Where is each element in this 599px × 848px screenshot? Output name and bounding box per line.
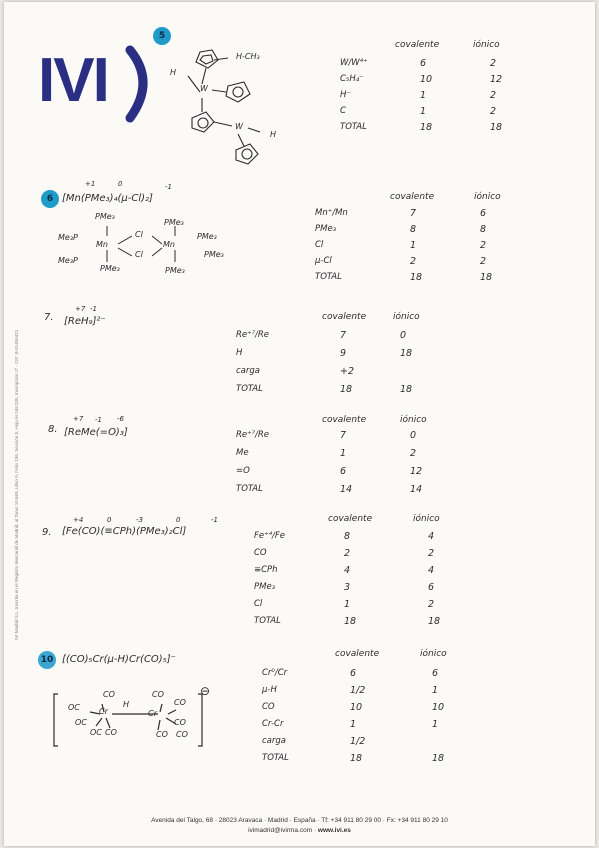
row-covalent: 1 [410,240,417,251]
row-label: TOTAL [254,616,281,626]
footer-contact [0,827,599,834]
row-label: C [340,106,346,116]
formula-8: [ReMe(=O)₃] [64,427,128,438]
row-ionic: 2 [428,548,435,559]
label-pme3: PMe₃ [164,218,184,227]
row-label: Cl [254,599,263,609]
label-cl: Cl [135,250,143,259]
row-ionic: 2 [410,448,417,459]
row-ionic: 8 [480,224,487,235]
ox-mark: 0 [118,180,123,188]
label-me3p: Me₃P [58,233,78,242]
ox-mark: +4 [73,516,84,524]
problem-number: 6 [41,190,59,208]
row-covalent: 1 [350,719,357,730]
label-mn: Mn [96,240,108,249]
row-covalent: 1 [420,90,427,101]
row-label: C₅H₄⁻ [340,74,364,84]
label-pme3: PMe₃ [204,250,224,259]
label-co: CO [174,718,186,727]
problem-number-7: 7. [44,312,54,323]
label-mn: Mn [163,240,175,249]
row-label: TOTAL [262,753,289,763]
ox-mark: -1 [165,183,172,191]
label-pme3: PMe₃ [95,212,115,221]
row-label: CO [254,548,267,558]
row-covalent: 10 [350,702,363,713]
row-covalent: 9 [340,348,347,359]
header-covalent: covalente [322,312,367,322]
label-pme3: PMe₃ [165,266,185,275]
row-label: PMe₃ [315,224,337,234]
row-ionic: 18 [490,122,503,133]
label-co: CO [156,730,168,739]
header-ionic: iónico [474,192,501,202]
row-covalent: 18 [410,272,423,283]
row-label: Cr⁰/Cr [262,668,288,678]
row-label: PMe₃ [254,582,276,592]
row-label: TOTAL [315,272,342,282]
row-covalent: 18 [340,384,353,395]
row-ionic: 0 [410,430,417,441]
label-co: CO [152,690,164,699]
ox-mark: -1 [211,516,218,524]
formula-6: [Mn(PMe₃)₄(μ-Cl)₂] [62,193,153,204]
row-covalent: 1/2 [350,736,366,747]
footer-website: www.ivi.es [317,827,351,834]
label-co: CO [174,698,186,707]
label-w: W [235,122,243,131]
row-covalent: 7 [340,330,347,341]
ox-mark: 0 [176,516,181,524]
label-oc: OC [75,718,87,727]
row-covalent: 6 [420,58,427,69]
label-co: CO [176,730,188,739]
header-covalent: covalente [390,192,435,202]
row-ionic: 2 [480,240,487,251]
row-covalent: +2 [340,366,355,377]
row-ionic: 1 [432,719,439,730]
row-covalent: 4 [344,565,351,576]
row-ionic: 18 [400,384,413,395]
header-covalent: covalente [328,514,373,524]
label-oc: OC [90,728,102,737]
row-label: W/W⁴⁺ [340,58,368,68]
row-ionic: 2 [428,599,435,610]
row-label: Me [236,448,249,458]
header-ionic: iónico [473,40,500,50]
ox-mark: -3 [136,516,143,524]
charge-symbol: ⊖ [200,684,211,698]
row-ionic: 14 [410,484,423,495]
row-label: H⁻ [340,90,351,100]
row-ionic: 6 [432,668,439,679]
row-ionic: 1 [432,685,439,696]
row-label: Cl [315,240,324,250]
label-cr: Cr [148,709,157,718]
label-pme3: PMe₃ [100,264,120,273]
problem-number: 10 [38,651,56,669]
row-ionic: 12 [490,74,503,85]
ivi-logo-text: IVI [38,46,108,115]
row-covalent: 1 [420,106,427,117]
row-ionic: 4 [428,565,435,576]
logo-arc-icon [122,44,162,124]
row-label: Fe⁺⁴/Fe [254,531,285,541]
header-ionic: iónico [413,514,440,524]
label-pme3: PMe₃ [197,232,217,241]
row-ionic: 2 [490,90,497,101]
row-covalent: 7 [410,208,417,219]
problem-number-9: 9. [42,527,52,538]
label-cr: Cr [99,707,108,716]
header-ionic: iónico [400,415,427,425]
mn-dimer-bonds [80,222,230,282]
row-covalent: 18 [420,122,433,133]
ivi-logo [38,44,143,122]
row-ionic: 18 [428,616,441,627]
ox-mark: 0 [107,516,112,524]
row-label: Mn⁺/Mn [315,208,348,218]
footer-address: Avenida del Talgo, 68 · 28023 Aravaca · Madrid · España · Tf: +34 911 80 29 00 · Fx: +34 911 80 29 10 [151,817,448,824]
row-ionic: 0 [400,330,407,341]
formula-7: [ReH₉]²⁻ [64,316,106,327]
ox-mark: -1 [95,416,102,424]
row-label: CO [262,702,275,712]
row-ionic: 18 [432,753,445,764]
row-label: TOTAL [236,484,263,494]
row-ionic: 6 [428,582,435,593]
row-ionic: 2 [490,58,497,69]
label-co: CO [105,728,117,737]
header-ionic: iónico [420,649,447,659]
row-covalent: 1/2 [350,685,366,696]
label-w: W [200,84,208,93]
row-covalent: 18 [344,616,357,627]
formula-9: [Fe(CO)(≡CPh)(PMe₃)₂Cl] [62,526,187,537]
structure-drawing-5 [162,46,292,176]
row-covalent: 8 [344,531,351,542]
row-label: TOTAL [236,384,263,394]
row-covalent: 14 [340,484,353,495]
label-oc: OC [68,703,80,712]
row-label: TOTAL [340,122,367,132]
formula-10: [(CO)₅Cr(μ-H)Cr(CO)₅]⁻ [62,654,176,665]
label-cl: Cl [135,230,143,239]
label-h: H [170,68,177,77]
header-covalent: covalente [335,649,380,659]
problem-number-8: 8. [48,424,58,435]
row-label: μ-H [262,685,277,695]
row-ionic: 6 [480,208,487,219]
label-h: H [123,700,130,709]
row-label: Re⁺⁷/Re [236,330,270,340]
row-ionic: 2 [480,256,487,267]
ox-mark: -1 [90,305,97,313]
row-label: H [236,348,243,358]
row-ionic: 2 [490,106,497,117]
row-label: Re⁺⁷/Re [236,430,270,440]
row-ionic: 4 [428,531,435,542]
row-covalent: 10 [420,74,433,85]
header-covalent: covalente [322,415,367,425]
label-ch3: H-CH₃ [236,52,260,61]
header-ionic: iónico [393,312,420,322]
row-covalent: 2 [410,256,417,267]
row-covalent: 1 [344,599,351,610]
row-covalent: 3 [344,582,351,593]
row-label: ≡CPh [254,565,278,575]
footer-email: ivimadrid@ivirma.com · [248,827,318,834]
ox-mark: +1 [85,180,96,188]
row-ionic: 18 [400,348,413,359]
ox-mark: -6 [117,415,124,423]
label-h: H [270,130,277,139]
row-covalent: 18 [350,753,363,764]
row-covalent: 6 [340,466,347,477]
row-label: =O [236,466,250,476]
row-covalent: 1 [340,448,347,459]
ox-mark: +7 [75,305,86,313]
row-ionic: 10 [432,702,445,713]
row-ionic: 18 [480,272,493,283]
label-co: CO [103,690,115,699]
row-label: carga [262,736,286,746]
row-covalent: 8 [410,224,417,235]
header-covalent: covalente [395,40,440,50]
label-me3p: Me₃P [58,256,78,265]
row-label: carga [236,366,260,376]
row-label: μ-Cl [315,256,332,266]
ox-mark: +7 [73,415,84,423]
row-covalent: 7 [340,430,347,441]
row-label: Cr-Cr [262,719,284,729]
side-legal-text: IVI Madrid S.L. Inscrita en el Registro Mercantil de Madrid, al Tomo 10.669, Libro 0, Folio 196, Sección 8, Hoja M-168.335, Inscripción 1ª · CIF: B-81456421 [14,329,19,640]
row-covalent: 2 [344,548,351,559]
problem-number: 5 [153,27,171,45]
row-ionic: 12 [410,466,423,477]
row-covalent: 6 [350,668,357,679]
